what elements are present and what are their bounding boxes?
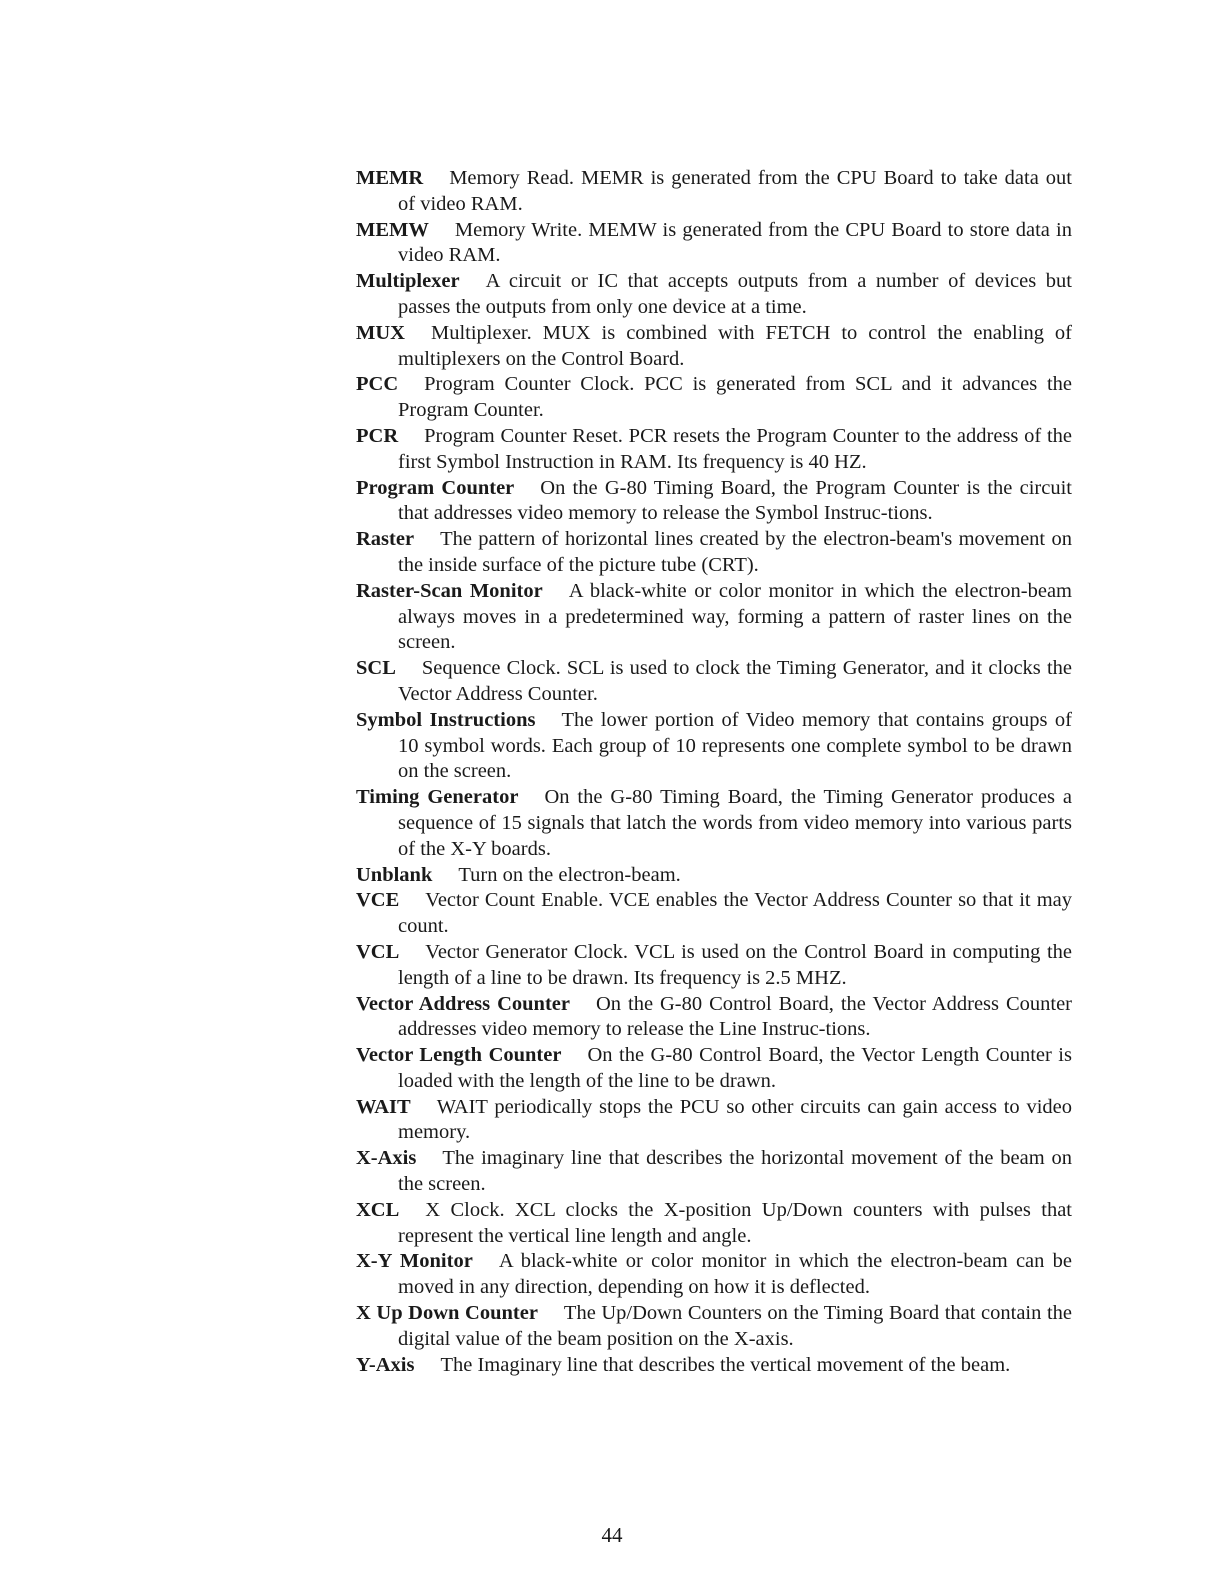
glossary-entry-raster	[356, 527, 1072, 579]
glossary-entry-multiplexer	[356, 269, 1072, 321]
glossary-entry-vector-length-counter	[356, 1043, 1072, 1095]
glossary-list	[356, 166, 1072, 1378]
glossary-definition: A black-white or color monitor in which the electron-beam always moves in a predetermined way, forming a pattern of raster lines on the screen.	[398, 579, 1072, 654]
glossary-entry-vector-address-counter	[356, 992, 1072, 1044]
glossary-entry-memr	[356, 166, 1072, 218]
glossary-term: Raster-Scan Monitor	[356, 579, 543, 602]
glossary-term: MEMW	[356, 218, 429, 241]
glossary-term: Program Counter	[356, 476, 515, 499]
glossary-entry-vce	[356, 888, 1072, 940]
glossary-definition: Vector Generator Clock. VCL is used on the Control Board in computing the length of a line to be drawn. Its frequency is 2.5 MHZ.	[398, 940, 1072, 989]
glossary-entry-scl	[356, 656, 1072, 708]
glossary-definition: On the G-80 Control Board, the Vector Address Counter addresses video memory to release the Line Instruc-tions.	[398, 992, 1072, 1041]
glossary-term: Raster	[356, 528, 415, 551]
glossary-term: WAIT	[356, 1095, 411, 1118]
glossary-term: Unblank	[356, 863, 433, 886]
page-number: 44	[601, 1523, 623, 1547]
glossary-entry-x-y-monitor	[356, 1249, 1072, 1301]
glossary-term: X Up Down Counter	[356, 1302, 538, 1325]
glossary-definition: On the G-80 Control Board, the Vector Length Counter is loaded with the length of the line to be drawn.	[398, 1044, 1072, 1092]
glossary-definition: The pattern of horizontal lines created by the electron-beam's movement on the inside surface of the picture tube (CRT).	[398, 528, 1072, 576]
glossary-entry-timing-generator	[356, 785, 1072, 862]
glossary-entry-y-axis	[356, 1353, 1072, 1379]
glossary-entry-program-counter	[356, 476, 1072, 528]
glossary-definition: The Up/Down Counters on the Timing Board that contain the digital value of the beam position on the X-axis.	[398, 1302, 1072, 1350]
glossary-term: MUX	[356, 321, 405, 344]
glossary-definition: Memory Read. MEMR is generated from the CPU Board to take data out of video RAM.	[398, 167, 1072, 215]
glossary-entry-wait	[356, 1095, 1072, 1147]
glossary-definition: A circuit or IC that accepts outputs from a number of devices but passes the outputs from only one device at a time.	[398, 270, 1072, 318]
glossary-entry-unblank	[356, 863, 1072, 889]
glossary-definition: On the G-80 Timing Board, the Timing Generator produces a sequence of 15 signals that latch the words from video memory into various parts of the X-Y boards.	[398, 786, 1072, 860]
glossary-entry-symbol-instructions	[356, 708, 1072, 785]
glossary-definition: X Clock. XCL clocks the X-position Up/Down counters with pulses that represent the vertical line length and angle.	[398, 1198, 1072, 1247]
glossary-term: X-Y Monitor	[356, 1250, 473, 1273]
glossary-definition: Program Counter Clock. PCC is generated from SCL and it advances the Program Counter.	[398, 373, 1072, 422]
glossary-definition: WAIT periodically stops the PCU so other circuits can gain access to video memory.	[398, 1095, 1072, 1144]
glossary-term: XCL	[356, 1198, 400, 1221]
glossary-term: VCL	[356, 940, 400, 963]
glossary-entry-x-axis	[356, 1146, 1072, 1198]
glossary-term: PCC	[356, 373, 399, 396]
glossary-term: Vector Address Counter	[356, 992, 570, 1015]
glossary-term: X-Axis	[356, 1147, 417, 1170]
glossary-term: SCL	[356, 657, 396, 680]
glossary-definition: The lower portion of Video memory that contains groups of 10 symbol words. Each group of 10 represents one complete symbol to be drawn on the screen.	[398, 708, 1072, 783]
glossary-entry-vcl	[356, 940, 1072, 992]
glossary-entry-raster-scan-monitor	[356, 579, 1072, 656]
glossary-entry-pcr	[356, 424, 1072, 476]
glossary-term: Y-Axis	[356, 1353, 415, 1376]
glossary-definition: On the G-80 Timing Board, the Program Counter is the circuit that addresses video memory to release the Symbol Instruc-tions.	[398, 476, 1072, 525]
glossary-definition: Multiplexer. MUX is combined with FETCH to control the enabling of multiplexers on the Control Board.	[398, 321, 1072, 370]
glossary-term: Symbol Instructions	[356, 708, 536, 731]
glossary-entry-xcl	[356, 1198, 1072, 1250]
glossary-definition: The Imaginary line that describes the vertical movement of the beam.	[440, 1353, 1011, 1376]
glossary-term: Vector Length Counter	[356, 1044, 562, 1067]
glossary-term: VCE	[356, 889, 400, 912]
glossary-definition: Turn on the electron-beam.	[458, 863, 681, 886]
glossary-definition: The imaginary line that describes the horizontal movement of the beam on the screen.	[398, 1147, 1072, 1196]
glossary-entry-x-up-down-counter	[356, 1301, 1072, 1353]
glossary-term: MEMR	[356, 167, 424, 189]
glossary-definition: Memory Write. MEMW is generated from the CPU Board to store data in video RAM.	[398, 218, 1072, 267]
glossary-definition: A black-white or color monitor in which the electron-beam can be moved in any direction, depending on how it is deflected.	[398, 1250, 1073, 1299]
glossary-entry-pcc	[356, 372, 1072, 424]
glossary-entry-memw	[356, 218, 1072, 270]
glossary-definition: Sequence Clock. SCL is used to clock the Timing Generator, and it clocks the Vector Address Counter.	[398, 657, 1072, 705]
glossary-definition: Program Counter Reset. PCR resets the Program Counter to the address of the first Symbol Instruction in RAM. Its frequency is 40 HZ.	[398, 424, 1072, 473]
glossary-term: PCR	[356, 424, 399, 447]
glossary-entry-mux	[356, 321, 1072, 373]
glossary-term: Multiplexer	[356, 270, 460, 293]
glossary-definition: Vector Count Enable. VCE enables the Vector Address Counter so that it may count.	[398, 889, 1072, 938]
glossary-term: Timing Generator	[356, 786, 519, 809]
